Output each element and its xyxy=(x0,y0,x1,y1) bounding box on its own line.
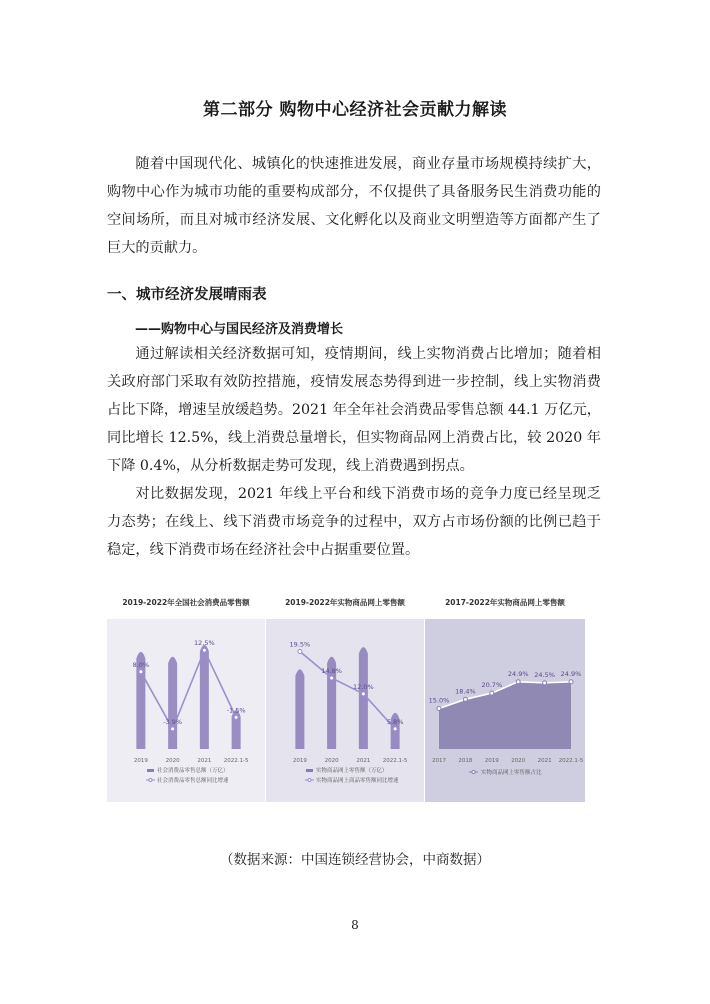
tick-label-2022.1-5: 2022.1-5 xyxy=(382,758,408,764)
data-label-2017: 15.0% xyxy=(428,696,450,705)
data-label-2019: 19.5% xyxy=(289,640,311,649)
part-title: 第二部分 购物中心经济社会贡献力解读 xyxy=(203,100,507,120)
tick-label-2019: 2019 xyxy=(484,758,499,764)
tick-label-2019: 2019 xyxy=(133,758,148,764)
tick-label-2022.1-5: 2022.1-5 xyxy=(223,758,249,764)
bar-2021 xyxy=(200,645,209,749)
chart-online-sales-svg xyxy=(266,591,424,802)
chart-online-share xyxy=(425,591,585,802)
data-label-2022.1-5: 5.8% xyxy=(386,717,404,726)
data-label-2021: 12.5% xyxy=(194,639,215,648)
tick-label-2017: 2017 xyxy=(432,758,446,764)
line-point-2022.1-5 xyxy=(569,680,573,684)
data-label-2021: 12.0% xyxy=(353,682,374,691)
legend-swatch-point xyxy=(149,779,152,782)
line-point-2022.1-5 xyxy=(393,727,397,731)
data-label-2020: 24.9% xyxy=(507,669,529,678)
legend-swatch-point xyxy=(308,779,311,782)
legend-swatch-bar xyxy=(147,769,154,772)
line-point-2021 xyxy=(361,692,365,696)
body-paragraph-2: 对比数据发现，2021 年线上平台和线下消费市场的竞争力度已经呈现乏力态势；在线上、线下消费市场竞争的过程中，双方占市场份额的比例已趋于稳定，线下消费市场在经济社会中占据重要位置。 xyxy=(107,486,601,558)
line-point-2022.1-5 xyxy=(234,715,238,719)
legend-label-bar: 社会消费品零售总额（万亿） xyxy=(157,768,229,774)
line-point-2017 xyxy=(437,707,441,711)
section-subheading: ——购物中心与国民经济及消费增长 xyxy=(135,322,344,337)
bar-2020 xyxy=(168,657,177,749)
chart-retail-sales-svg xyxy=(107,591,265,802)
line-point-2020 xyxy=(516,680,520,684)
data-label-2018: 18.4% xyxy=(455,687,476,696)
data-label-2021: 24.5% xyxy=(534,670,555,679)
data-label-2022.1-5: -1.5% xyxy=(226,706,246,715)
tick-label-2020: 2020 xyxy=(324,758,339,764)
tick-label-2020: 2020 xyxy=(165,758,180,764)
tick-label-2021: 2021 xyxy=(356,758,371,764)
legend-label-line: 实物商品网上零售额占比 xyxy=(481,770,542,776)
page-number: 8 xyxy=(351,918,359,932)
tick-label-2021: 2021 xyxy=(197,758,212,764)
data-label-2020: 14.8% xyxy=(321,667,342,676)
line-point-2020 xyxy=(171,727,175,731)
chart-title: 2019-2022年实物商品网上零售额 xyxy=(285,598,405,607)
legend-label-line: 社会消费品零售总额同比增速 xyxy=(157,778,229,784)
tick-label-2019: 2019 xyxy=(292,758,307,764)
data-label-2022.1-5: 24.9% xyxy=(560,669,582,678)
tick-label-2021: 2021 xyxy=(537,758,552,764)
legend-swatch-point xyxy=(472,771,475,774)
line-point-2021 xyxy=(202,648,206,652)
chart-title: 2019-2022年全国社会消费品零售额 xyxy=(122,598,250,607)
intro-paragraph: 随着中国现代化、城镇化的快速推进发展，商业存量市场规模持续扩大，购物中心作为城市功能的重要构成部分，不仅提供了具备服务民生消费功能的空间场所，而且对城市经济发展、文化孵化以及商业文明塑造等方面都产生了巨大的贡献力。 xyxy=(107,156,601,256)
line-point-2019 xyxy=(298,649,302,653)
body-paragraph-1: 通过解读相关经济数据可知，疫情期间，线上实物消费占比增加；随着相关政府部门采取有效防控措施，疫情发展态势得到进一步控制，线上实物消费占比下降，增速呈放缓趋势。2021 年全年社会消费品零售总额 44.1 万亿元，同比增长 12.5%，线上消费总量增长，但实物商品网上消费占比，较 2020 年下降 0.4%，从分析数据走势可发现，线上消费遇到拐点。 xyxy=(107,346,601,474)
chart-online-sales xyxy=(266,591,424,802)
chart-title: 2017-2022年实物商品网上零售额 xyxy=(445,598,565,607)
legend-label-line: 实物商品网上商品零售额同比增速 xyxy=(316,778,399,784)
legend-label-bar: 实物商品网上零售额（万亿） xyxy=(316,768,388,774)
section-heading: 一、城市经济发展晴雨表 xyxy=(107,287,267,303)
line-point-2018 xyxy=(463,697,467,701)
legend-swatch-bar xyxy=(306,769,313,772)
bar-2019 xyxy=(295,669,304,749)
tick-label-2022.1-5: 2022.1-5 xyxy=(558,758,584,764)
line-point-2019 xyxy=(490,691,494,695)
data-label-2019: 20.7% xyxy=(481,681,503,690)
chart-retail-sales xyxy=(107,591,265,802)
line-point-2020 xyxy=(330,676,334,680)
line-point-2019 xyxy=(139,670,143,674)
data-source-note: （数据来源：中国连锁经营协会，中商数据） xyxy=(220,852,490,868)
line-point-2021 xyxy=(543,681,547,685)
chart-online-share-svg xyxy=(425,591,585,802)
tick-label-2018: 2018 xyxy=(458,758,473,764)
data-label-2019: 8.0% xyxy=(132,660,150,669)
data-label-2020: -3.9% xyxy=(163,717,183,726)
tick-label-2020: 2020 xyxy=(511,758,526,764)
